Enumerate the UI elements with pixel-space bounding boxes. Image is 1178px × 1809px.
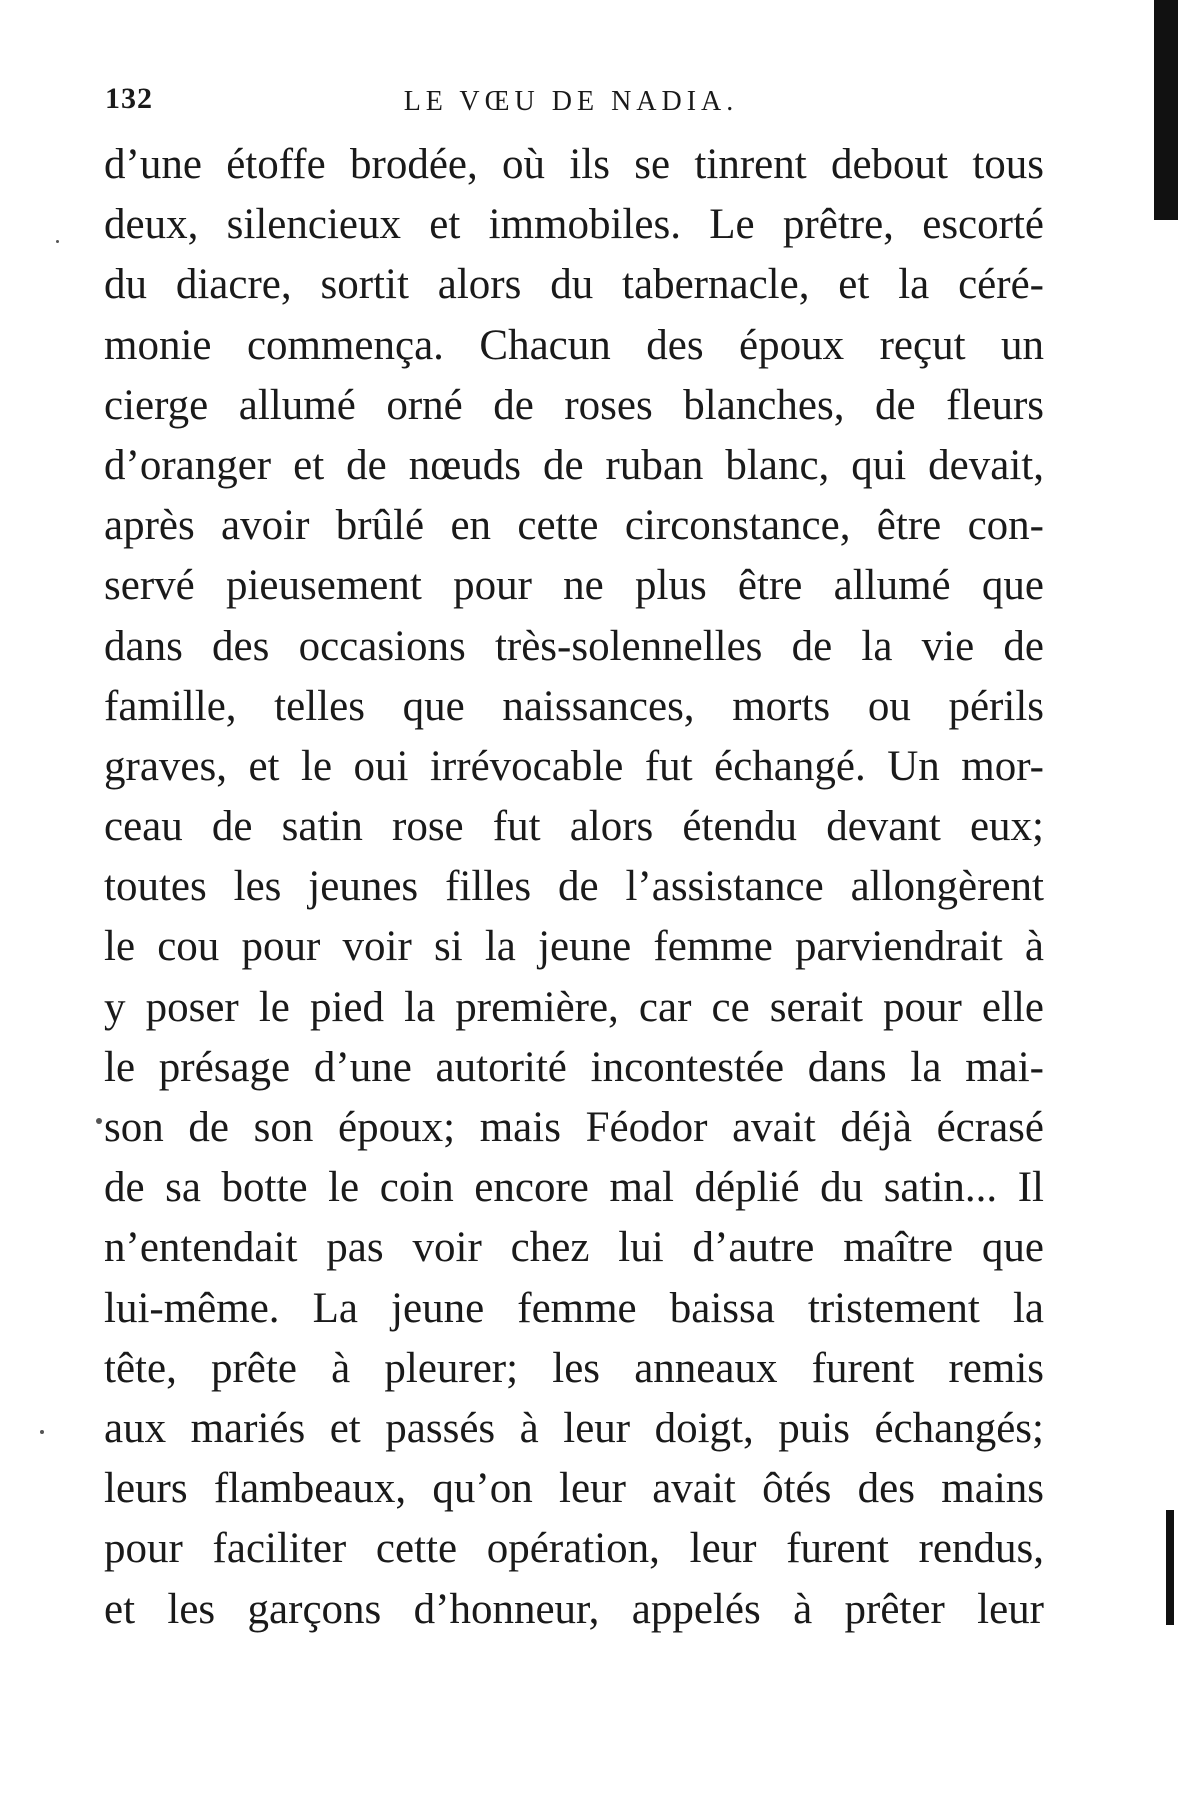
text-line: le présage d’une autorité incontestée dans la mai- (104, 1043, 1044, 1091)
text-line: son de son époux; mais Féodor avait déjà écrasé (104, 1104, 1044, 1151)
page-header (105, 72, 1037, 132)
text-line: famille, telles que naissances, morts ou périls (104, 682, 1044, 730)
text-line: monie commença. Chacun des époux reçut un (104, 321, 1044, 369)
text-line: d’oranger et de nœuds de ruban blanc, qui devait, (104, 441, 1044, 489)
text-line: et les garçons d’honneur, appelés à prêter leur (104, 1585, 1044, 1633)
text-line: de sa botte le coin encore mal déplié du satin... Il (104, 1164, 1044, 1212)
text-line: le cou pour voir si la jeune femme parviendrait à (104, 923, 1044, 971)
text-line: du diacre, sortit alors du tabernacle, et la céré- (104, 261, 1044, 309)
text-line: graves, et le oui irrévocable fut échangé. Un mor- (104, 742, 1044, 790)
text-line: tête, prête à pleurer; les anneaux furent remis (104, 1344, 1044, 1392)
text-line: servé pieusement pour ne plus être allumé que (104, 562, 1044, 610)
text-line: deux, silencieux et immobiles. Le prêtre, escorté (104, 201, 1044, 249)
text-line: d’une étoffe brodée, où ils se tinrent debout tous (104, 141, 1044, 188)
text-line: dans des occasions très-solennelles de la vie de (104, 622, 1044, 670)
paper-speck (40, 1430, 44, 1434)
page-edge-shadow-bottom (1166, 1510, 1174, 1625)
body-text (104, 135, 1044, 1640)
text-line: y poser le pied la première, car ce serait pour elle (104, 983, 1044, 1031)
text-line: aux mariés et passés à leur doigt, puis échangés; (104, 1404, 1044, 1452)
text-line: après avoir brûlé en cette circonstance, être con- (104, 502, 1044, 550)
page-edge-shadow-top (1154, 0, 1178, 220)
text-line: cierge allumé orné de roses blanches, de fleurs (104, 381, 1044, 429)
text-line: leurs flambeaux, qu’on leur avait ôtés des mains (104, 1465, 1044, 1513)
text-line: pour faciliter cette opération, leur furent rendus, (104, 1525, 1044, 1573)
page-number: 132 (105, 82, 153, 115)
paper-speck (96, 1118, 102, 1124)
text-line: n’entendait pas voir chez lui d’autre maître que (104, 1224, 1044, 1272)
text-line: toutes les jeunes filles de l’assistance allongèrent (104, 863, 1044, 911)
text-line: ceau de satin rose fut alors étendu devant eux; (104, 803, 1044, 851)
text-line: lui-même. La jeune femme baissa tristement la (104, 1284, 1044, 1332)
paper-speck (56, 240, 59, 243)
running-title: LE VŒU DE NADIA. (403, 86, 739, 117)
